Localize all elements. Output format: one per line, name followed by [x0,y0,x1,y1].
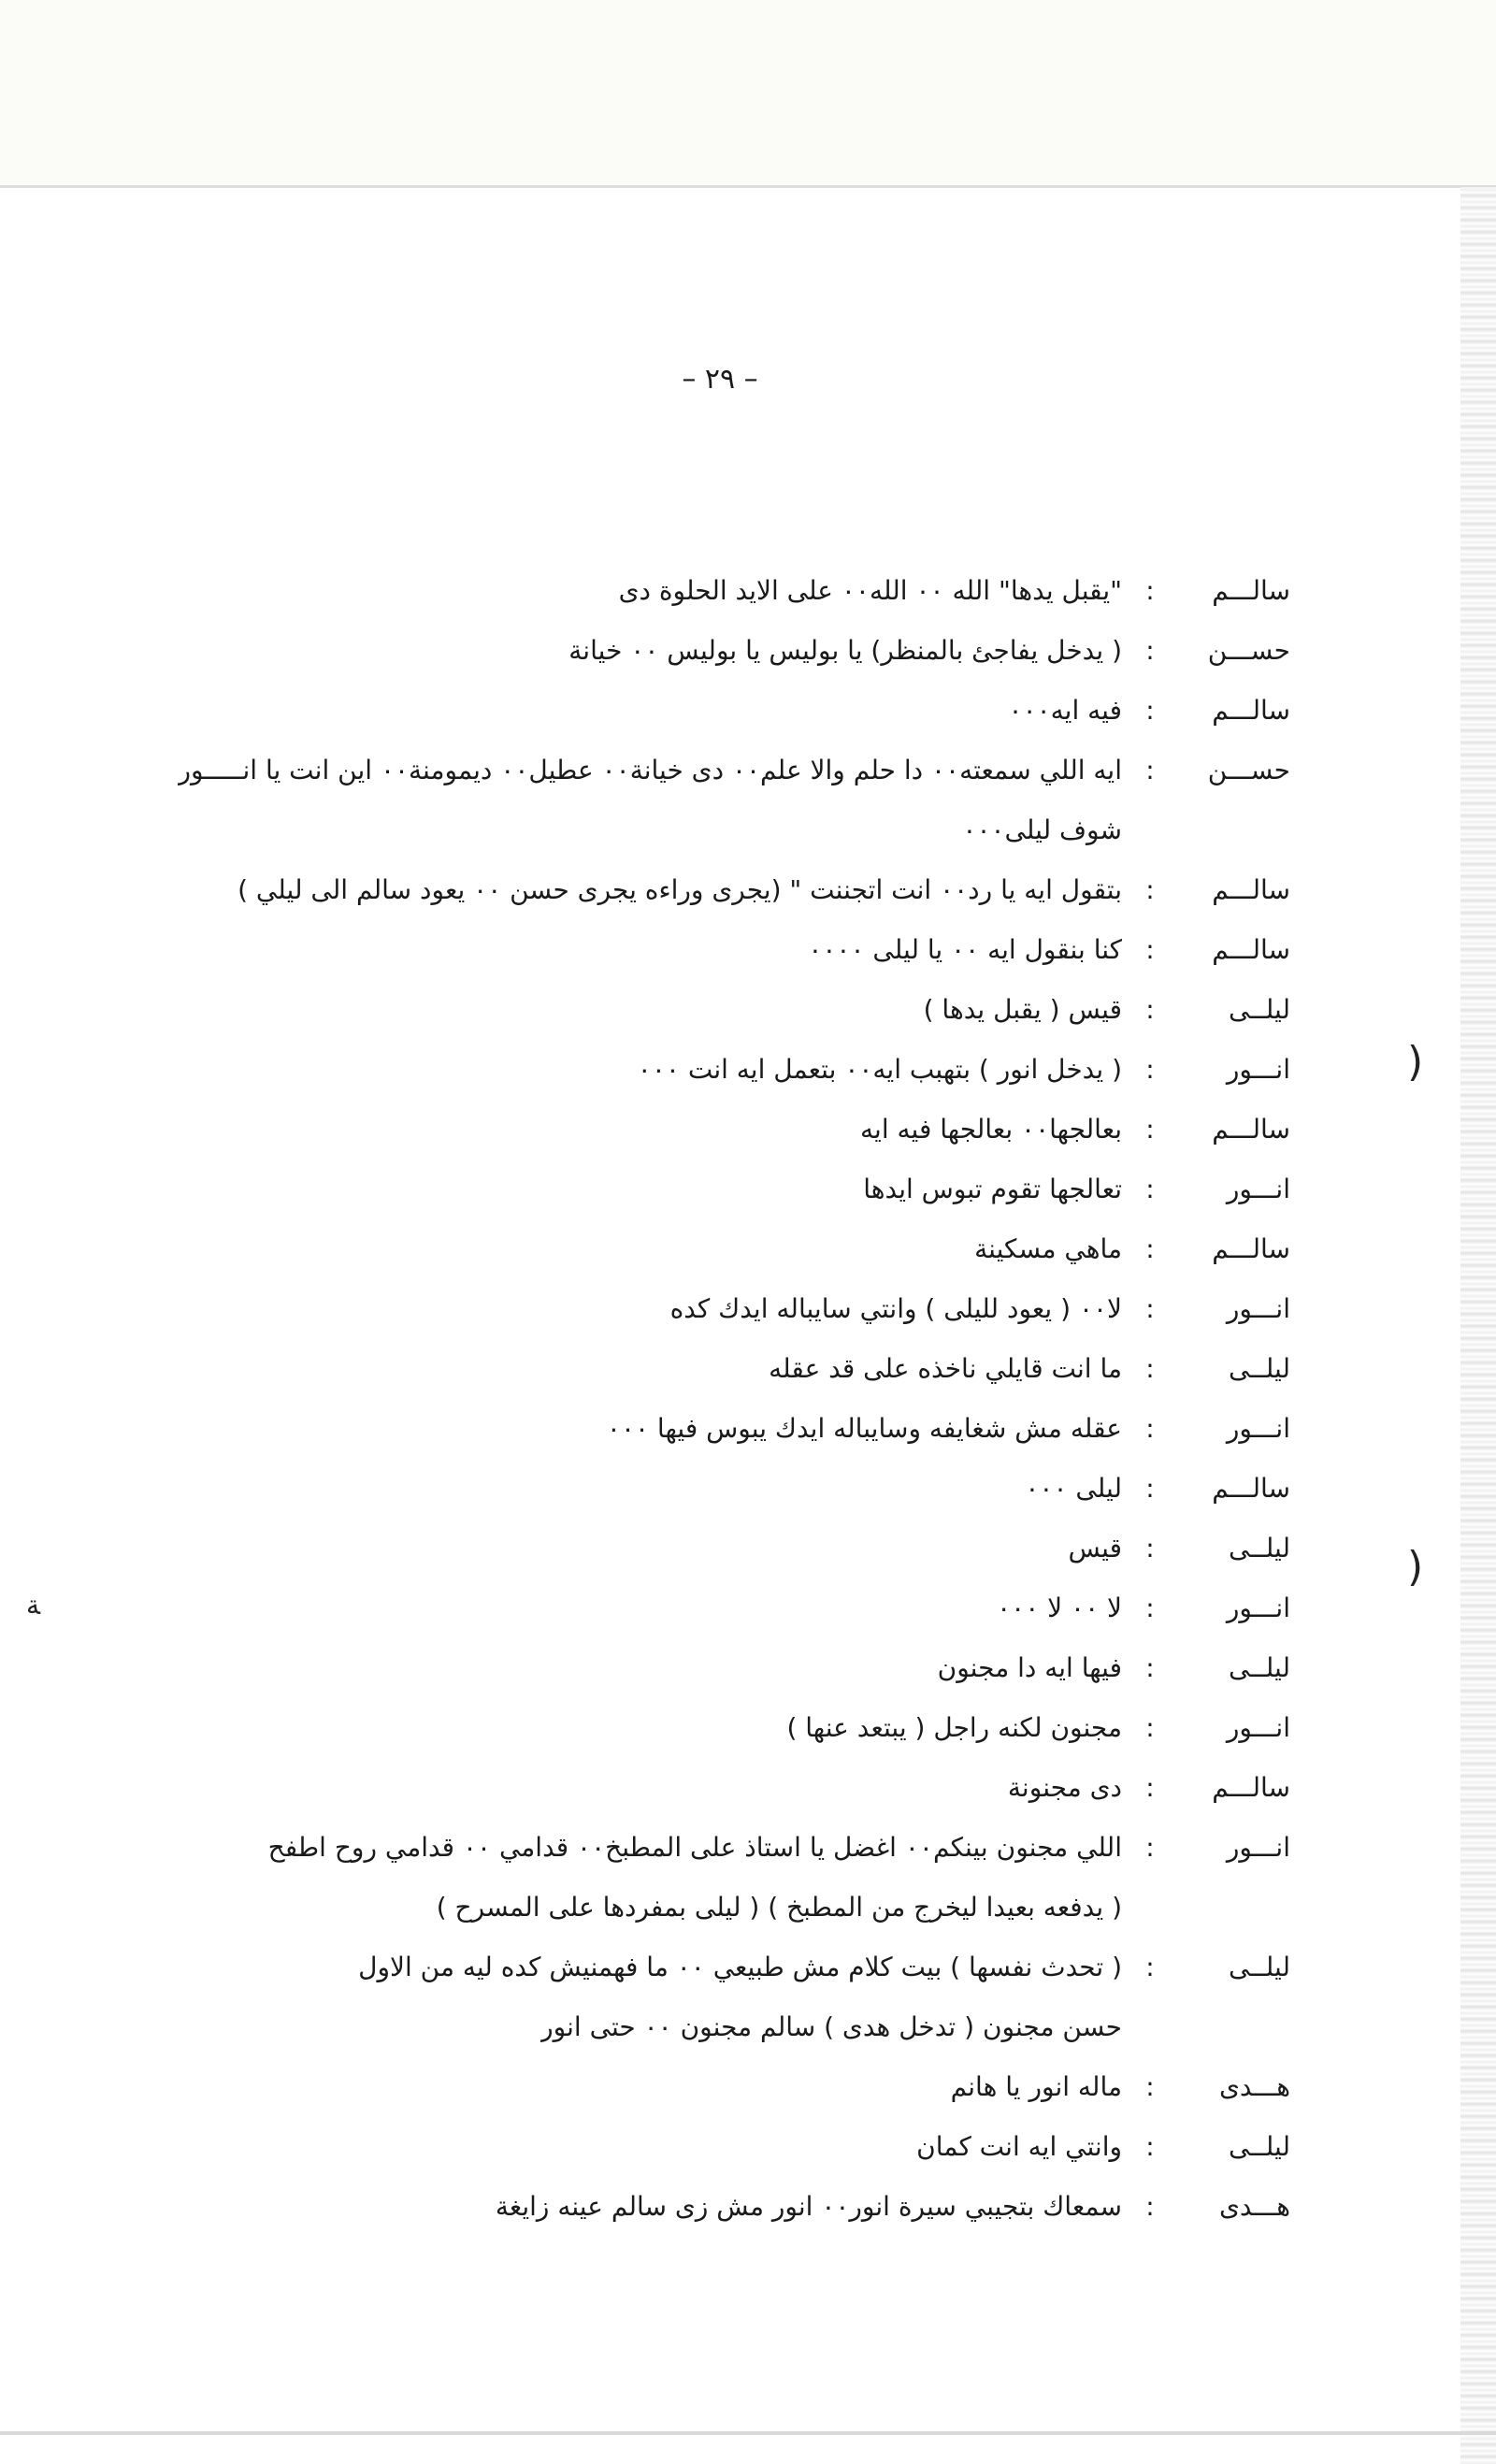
speaker-separator [1122,800,1178,860]
dialogue-continuation [75,800,1290,860]
dialogue-line [75,621,1290,681]
speaker-separator: : [1145,1772,1155,1803]
dialogue-line [75,1100,1290,1160]
speaker-separator: : [1145,1413,1155,1444]
dialogue-line [75,2177,1290,2237]
speaker-separator: : [1145,1293,1155,1324]
dialogue-line [75,1339,1290,1399]
scan-top-shade [0,0,1496,187]
speaker-name: انـــور [1226,1592,1290,1623]
speaker-name: انـــور [1226,1712,1290,1743]
speaker-separator: : [1145,2131,1155,2162]
speaker-name: سالـــم [1212,1233,1290,1264]
dialogue-line [75,1160,1290,1219]
dialogue-text: فيه ايه٠٠٠ [1008,695,1122,726]
dialogue-text: بعالجها٠٠ بعالجها فيه ايه [860,1114,1122,1145]
dialogue-text: شوف ليلى٠٠٠ [962,814,1122,845]
speaker-separator: : [1145,2071,1155,2102]
dialogue-line [75,980,1290,1040]
scan-bottom-edge [0,2431,1496,2435]
right-margin-paren-1: ) [1407,1038,1424,1086]
speaker-name: ليلــى [1229,1952,1290,1982]
dialogue-text: تعالجها تقوم تبوس ايدها [863,1174,1122,1204]
dialogue-line [75,741,1290,800]
dialogue-line [75,1818,1290,1878]
dialogue-line [75,860,1290,920]
speaker-name: انـــور [1226,1174,1290,1204]
speaker-separator: : [1145,1592,1155,1623]
speaker-name: ليلــى [1229,1533,1290,1563]
scan-top-edge [0,185,1496,188]
scan-right-edge [1460,187,1496,2464]
speaker-name: هـــدى [1219,2071,1290,2102]
dialogue-line [75,1698,1290,1758]
dialogue-continuation [75,1997,1290,2057]
speaker-separator: : [1145,755,1155,785]
speaker-name [1178,800,1290,860]
speaker-separator: : [1145,1353,1155,1384]
dialogue-line [75,561,1290,621]
speaker-name: سالـــم [1212,1772,1290,1803]
speaker-name: ليلــى [1229,2131,1290,2162]
dialogue-line [75,1519,1290,1578]
speaker-separator: : [1145,1652,1155,1683]
speaker-name: ليلــى [1229,1652,1290,1683]
speaker-name: سالـــم [1212,575,1290,606]
speaker-separator: : [1145,575,1155,606]
speaker-name: حســـن [1207,635,1290,666]
dialogue-line [75,2057,1290,2117]
dialogue-text: اللي مجنون بينكم٠٠ اغضل يا استاذ على المطبخ٠٠ قدامي ٠٠ قدامي روح اطفح [267,1832,1122,1863]
dialogue-line [75,1938,1290,1997]
speaker-name: هـــدى [1219,2191,1290,2222]
speaker-separator: : [1145,1712,1155,1743]
speaker-name: ليلــى [1229,1353,1290,1384]
dialogue-line [75,1758,1290,1818]
dialogue-continuation [75,1878,1290,1938]
dialogue-text: ليلى ٠٠٠ [1025,1473,1122,1504]
speaker-separator: : [1145,1233,1155,1264]
speaker-separator: : [1145,874,1155,905]
dialogue-text: ماهي مسكينة [974,1233,1122,1264]
dialogue-line [75,681,1290,741]
dialogue-line [75,1279,1290,1339]
speaker-name: سالـــم [1212,695,1290,726]
speaker-separator: : [1145,1054,1155,1085]
speaker-separator: : [1145,1473,1155,1504]
dialogue-text: ما انت قايلي ناخذه على قد عقله [769,1353,1122,1384]
dialogue-text: ( يدخل يفاجئ بالمنظر) يا بوليس يا بوليس ٠٠ خيانة [568,635,1122,666]
speaker-separator: : [1145,695,1155,726]
dialogue-text: لا ٠٠ لا ٠٠٠ [997,1592,1122,1623]
speaker-separator: : [1145,1952,1155,1982]
dialogue-text: لا٠٠ ( يعود لليلى ) وانتي سايباله ايدك كده [669,1293,1122,1324]
speaker-separator: : [1145,1832,1155,1863]
dialogue-text: قيس [1068,1533,1122,1563]
speaker-separator: : [1145,934,1155,965]
speaker-separator: : [1145,994,1155,1025]
speaker-separator: : [1145,635,1155,666]
dialogue-text: ( تحدث نفسها ) بيت كلام مش طبيعي ٠٠ ما فهمنيش كده ليه من الاول [358,1952,1122,1982]
dialogue-text: عقله مش شغايفه وسايباله ايدك يبوس فيها ٠٠٠ [606,1413,1122,1444]
dialogue-line [75,1219,1290,1279]
speaker-name: انـــور [1226,1293,1290,1324]
dialogue-line [75,1578,1290,1638]
dialogue-text: فيها ايه دا مجنون [937,1652,1122,1683]
dialogue-text: قيس ( يقبل يدها ) [923,994,1122,1025]
dialogue-text: ( يدخل انور ) بتهبب ايه٠٠ بتعمل ايه انت ٠٠٠ [637,1054,1122,1085]
dialogue-line [75,2117,1290,2177]
dialogue-text: ايه اللي سمعته٠٠ دا حلم والا علم٠٠ دى خيانة٠٠ عطيل٠٠ ديمومنة٠٠ اين انت يا انـــــور [178,755,1122,785]
speaker-name [1178,1878,1290,1938]
speaker-name: حســـن [1207,755,1290,785]
speaker-separator: : [1145,1114,1155,1145]
dialogue-text: حسن مجنون ( تدخل هدى ) سالم مجنون ٠٠ حتى انور [540,2011,1122,2042]
dialogue-text: كنا بنقول ايه ٠٠ يا ليلى ٠٠٠٠ [808,934,1122,965]
page-number: – ٢٩ – [682,363,758,396]
speaker-separator: : [1145,1174,1155,1204]
right-margin-paren-2: ) [1407,1543,1424,1591]
speaker-name: انـــور [1226,1832,1290,1863]
dialogue-text: ماله انور يا هانم [950,2071,1122,2102]
dialogue-text: ( يدفعه بعيدا ليخرج من المطبخ ) ( ليلى بمفردها على المسرح ) [436,1892,1122,1923]
speaker-name: سالـــم [1212,934,1290,965]
dialogue-line [75,1638,1290,1698]
speaker-name [1178,1997,1290,2057]
speaker-name: سالـــم [1212,874,1290,905]
speaker-separator: : [1145,1533,1155,1563]
speaker-name: انـــور [1226,1054,1290,1085]
speaker-name: انـــور [1226,1413,1290,1444]
dialogue-text: سمعاك بتجيبي سيرة انور٠٠ انور مش زى سالم عينه زايغة [495,2191,1122,2222]
left-margin-mark: ﺔ [26,1590,41,1621]
dialogue-line [75,1040,1290,1100]
dialogue-text: دى مجنونة [1007,1772,1122,1803]
dialogue-line [75,920,1290,980]
speaker-name: سالـــم [1212,1473,1290,1504]
dialogue-line [75,1399,1290,1459]
dialogue-text: وانتي ايه انت كمان [916,2131,1122,2162]
speaker-separator [1122,1878,1178,1938]
speaker-name: سالـــم [1212,1114,1290,1145]
script-body [75,561,1290,2237]
dialogue-line [75,1459,1290,1519]
dialogue-text: "يقبل يدها" الله ٠٠ الله٠٠ على الايد الحلوة دى [618,575,1122,606]
speaker-separator [1122,1997,1178,2057]
speaker-separator: : [1145,2191,1155,2222]
speaker-name: ليلــى [1229,994,1290,1025]
dialogue-text: مجنون لكنه راجل ( يبتعد عنها ) [786,1712,1122,1743]
dialogue-text: بتقول ايه يا رد٠٠ انت اتجننت " (يجرى وراءه يجرى حسن ٠٠ يعود سالم الى ليلي ) [237,874,1122,905]
